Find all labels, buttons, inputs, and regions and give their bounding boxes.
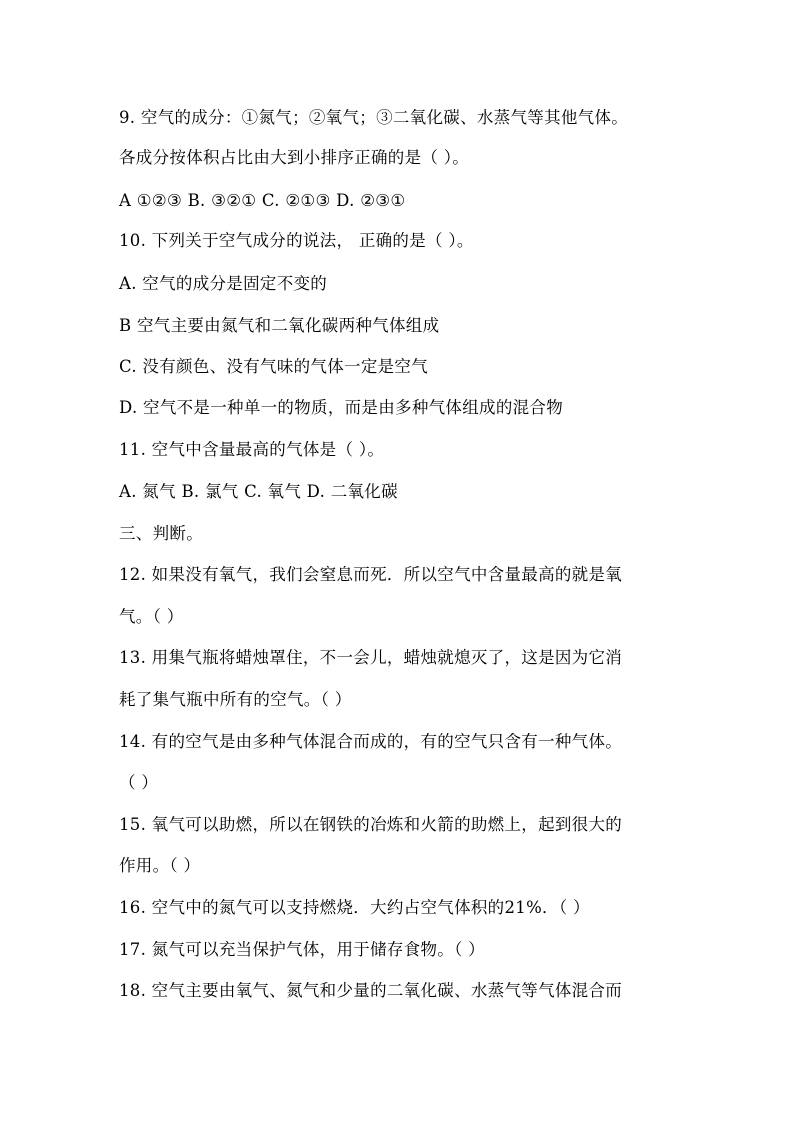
- question-11-options: A. 氮气 B. 氯气 C. 氧气 D. 二氧化碳: [119, 482, 398, 501]
- question-15-stem-continued: 作用。（ ）: [119, 856, 201, 875]
- question-17-stem: 17. 氮气可以充当保护气体，用于储存食物。（ ）: [119, 940, 485, 959]
- question-12-stem-continued: 气。（ ）: [119, 607, 184, 626]
- question-15-stem: 15. 氧气可以助燃，所以在钢铁的冶炼和火箭的助燃上，起到很大的: [119, 815, 623, 834]
- question-10-option-d: D. 空气不是一种单一的物质，而是由多种气体组成的混合物: [119, 398, 564, 417]
- question-18-stem: 18. 空气主要由氧气、氮气和少量的二氧化碳、水蒸气等气体混合而: [119, 981, 623, 1000]
- question-9-options: A ①②③ B. ③②① C. ②①③ D. ②③①: [119, 191, 406, 210]
- question-16-stem: 16. 空气中的氮气可以支持燃烧．大约占空气体积的21%．（ ）: [119, 898, 590, 917]
- question-11-stem: 11. 空气中含量最高的气体是（ ）。: [119, 440, 385, 459]
- question-14-answer-blank: （ ）: [119, 773, 159, 792]
- question-10-stem: 10. 下列关于空气成分的说法， 正确的是（ ）。: [119, 231, 474, 250]
- question-10-option-a: A. 空气的成分是固定不变的: [119, 274, 328, 293]
- question-14-stem: 14. 有的空气是由多种气体混合而成的，有的空气只含有一种气体。: [119, 732, 623, 751]
- question-13-stem: 13. 用集气瓶将蜡烛罩住，不一会儿，蜡烛就熄灭了，这是因为它消: [119, 648, 623, 667]
- question-10-option-c: C. 没有颜色、没有气味的气体一定是空气: [119, 357, 429, 376]
- question-13-stem-continued: 耗了集气瓶中所有的空气。（ ）: [119, 690, 352, 709]
- question-9-stem-continued: 各成分按体积占比由大到小排序正确的是（ ）。: [119, 148, 470, 167]
- question-12-stem: 12. 如果没有氧气，我们会窒息而死．所以空气中含量最高的就是氧: [119, 565, 623, 584]
- section-heading-judgement: 三、判断。: [119, 524, 203, 543]
- question-10-option-b: B 空气主要由氮气和二氧化碳两种气体组成: [119, 316, 440, 335]
- question-9-stem: 9. 空气的成分：①氮气；②氧气；③二氧化碳、水蒸气等其他气体。: [119, 108, 629, 127]
